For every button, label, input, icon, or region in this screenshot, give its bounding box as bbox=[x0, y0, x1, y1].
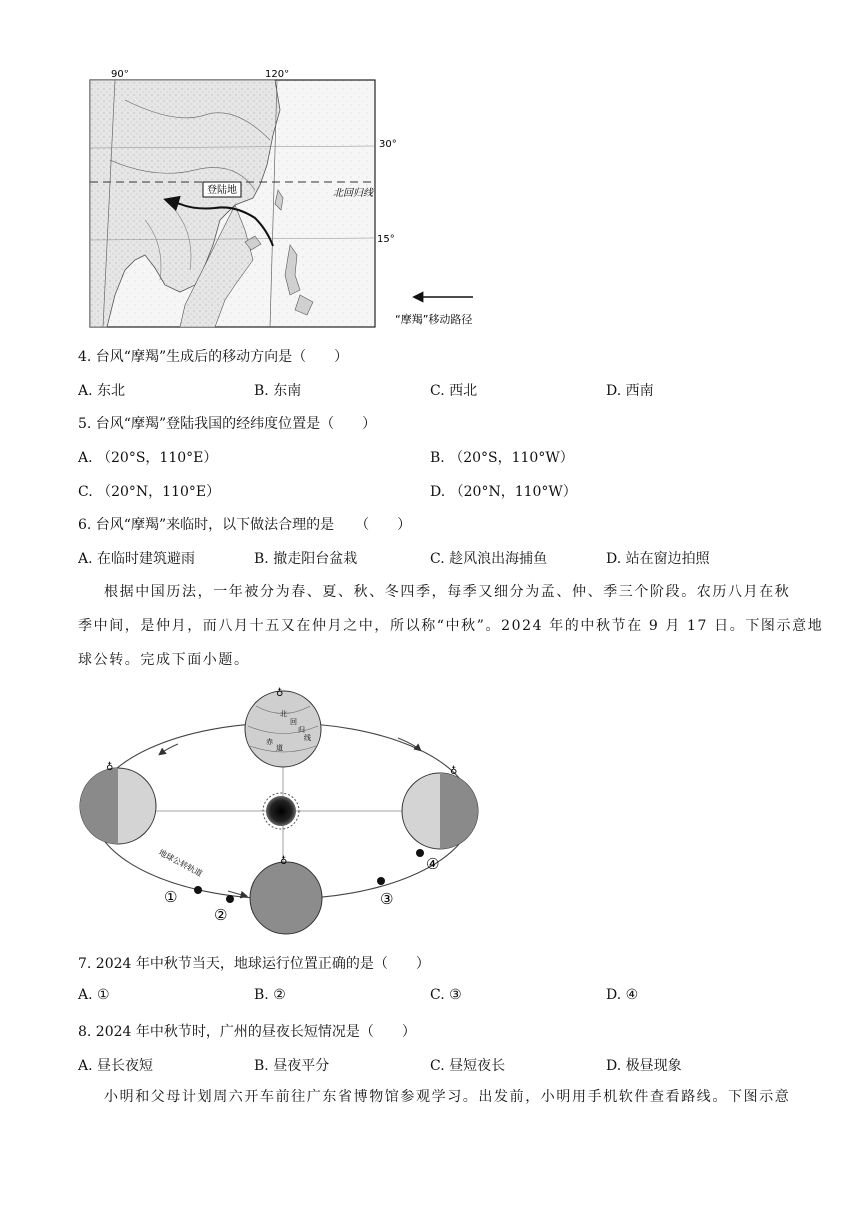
q4-option-c[interactable]: C. 西北 bbox=[430, 383, 478, 399]
marker-label-1: ① bbox=[164, 888, 178, 906]
marker-dot-2 bbox=[226, 895, 234, 903]
q4-option-d[interactable]: D. 西南 bbox=[606, 383, 654, 399]
question-8-stem: 8. 2024 年中秋节时，广州的昼夜长短情况是（ ） bbox=[78, 1024, 416, 1040]
q6-option-b[interactable]: B. 撤走阳台盆栽 bbox=[254, 551, 358, 567]
q8-option-c[interactable]: C. 昼短夜长 bbox=[430, 1058, 506, 1074]
orbit-label: 地球公转轨道 bbox=[157, 847, 204, 879]
q7-option-a[interactable]: A. ① bbox=[78, 987, 110, 1003]
svg-text:♁: ♁ bbox=[106, 762, 114, 773]
tropic-label: 北回归线 bbox=[333, 188, 373, 199]
passage-line-1: 根据中国历法，一年被分为春、夏、秋、冬四季，每季又细分为孟、仲、季三个阶段。农历八月在秋 bbox=[104, 584, 791, 600]
q8-option-d[interactable]: D. 极昼现象 bbox=[606, 1058, 682, 1074]
lon-label: 120° bbox=[265, 70, 290, 80]
passage-line-2: 季中间，是仲月，而八月十五又在仲月之中，所以称“中秋”。2024 年的中秋节在 9 月 17 日。下图示意地 bbox=[78, 618, 824, 634]
q6-option-c[interactable]: C. 趁风浪出海捕鱼 bbox=[430, 551, 548, 567]
question-7-stem: 7. 2024 年中秋节当天，地球运行位置正确的是（ ） bbox=[78, 956, 430, 972]
earth-right bbox=[402, 765, 478, 849]
earth-orbit-diagram bbox=[78, 686, 488, 936]
svg-text:道: 道 bbox=[276, 744, 283, 752]
svg-text:归: 归 bbox=[298, 726, 305, 734]
q4-option-a[interactable]: A. 东北 bbox=[78, 383, 126, 399]
q7-option-d[interactable]: D. ④ bbox=[606, 987, 639, 1003]
svg-text:♁: ♁ bbox=[280, 856, 288, 867]
svg-text:♁: ♁ bbox=[450, 766, 458, 777]
svg-text:线: 线 bbox=[304, 734, 311, 742]
earth-top bbox=[245, 687, 321, 767]
svg-text:北: 北 bbox=[280, 710, 287, 718]
q8-option-a[interactable]: A. 昼长夜短 bbox=[78, 1058, 154, 1074]
marker-dot-4 bbox=[416, 849, 424, 857]
q6-option-d[interactable]: D. 站在窗边拍照 bbox=[606, 551, 710, 567]
q5-option-d[interactable]: D. （20°N，110°W） bbox=[430, 484, 577, 500]
q5-option-c[interactable]: C. （20°N，110°E） bbox=[78, 484, 221, 500]
marker-label-4: ④ bbox=[426, 855, 440, 873]
question-5-stem: 5. 台风“摩羯”登陆我国的经纬度位置是（ ） bbox=[78, 416, 377, 432]
q5-option-b[interactable]: B. （20°S，110°W） bbox=[430, 450, 574, 466]
lon-label: 90° bbox=[111, 70, 129, 80]
landing-label: 登陆地 bbox=[207, 185, 237, 196]
legend-label: “摩羯”移动路径 bbox=[395, 313, 473, 326]
svg-text:♁: ♁ bbox=[276, 688, 284, 699]
marker-dot-1 bbox=[194, 886, 202, 894]
q7-option-c[interactable]: C. ③ bbox=[430, 987, 462, 1003]
q8-option-b[interactable]: B. 昼夜平分 bbox=[254, 1058, 330, 1074]
sun bbox=[266, 796, 296, 826]
final-paragraph: 小明和父母计划周六开车前往广东省博物馆参观学习。出发前，小明用手机软件查看路线。下图示意 bbox=[104, 1089, 791, 1105]
marker-label-3: ③ bbox=[380, 890, 394, 908]
q5-option-a[interactable]: A. （20°S，110°E） bbox=[78, 450, 218, 466]
marker-dot-3 bbox=[377, 877, 385, 885]
lat-label: 15° bbox=[377, 234, 395, 245]
lat-label: 30° bbox=[379, 139, 397, 150]
typhoon-map bbox=[85, 70, 515, 335]
question-6-stem: 6. 台风“摩羯”来临时，以下做法合理的是 （ ） bbox=[78, 517, 412, 533]
passage-line-3: 球公转。完成下面小题。 bbox=[78, 652, 250, 668]
q4-option-b[interactable]: B. 东南 bbox=[254, 383, 302, 399]
question-4-stem: 4. 台风“摩羯”生成后的移动方向是（ ） bbox=[78, 349, 349, 365]
marker-label-2: ② bbox=[214, 906, 228, 924]
earth-left bbox=[80, 761, 156, 844]
svg-text:回: 回 bbox=[290, 718, 297, 726]
svg-text:赤: 赤 bbox=[266, 738, 273, 746]
q7-option-b[interactable]: B. ② bbox=[254, 987, 286, 1003]
earth-bottom bbox=[250, 855, 322, 934]
q6-option-a[interactable]: A. 在临时建筑避雨 bbox=[78, 551, 196, 567]
